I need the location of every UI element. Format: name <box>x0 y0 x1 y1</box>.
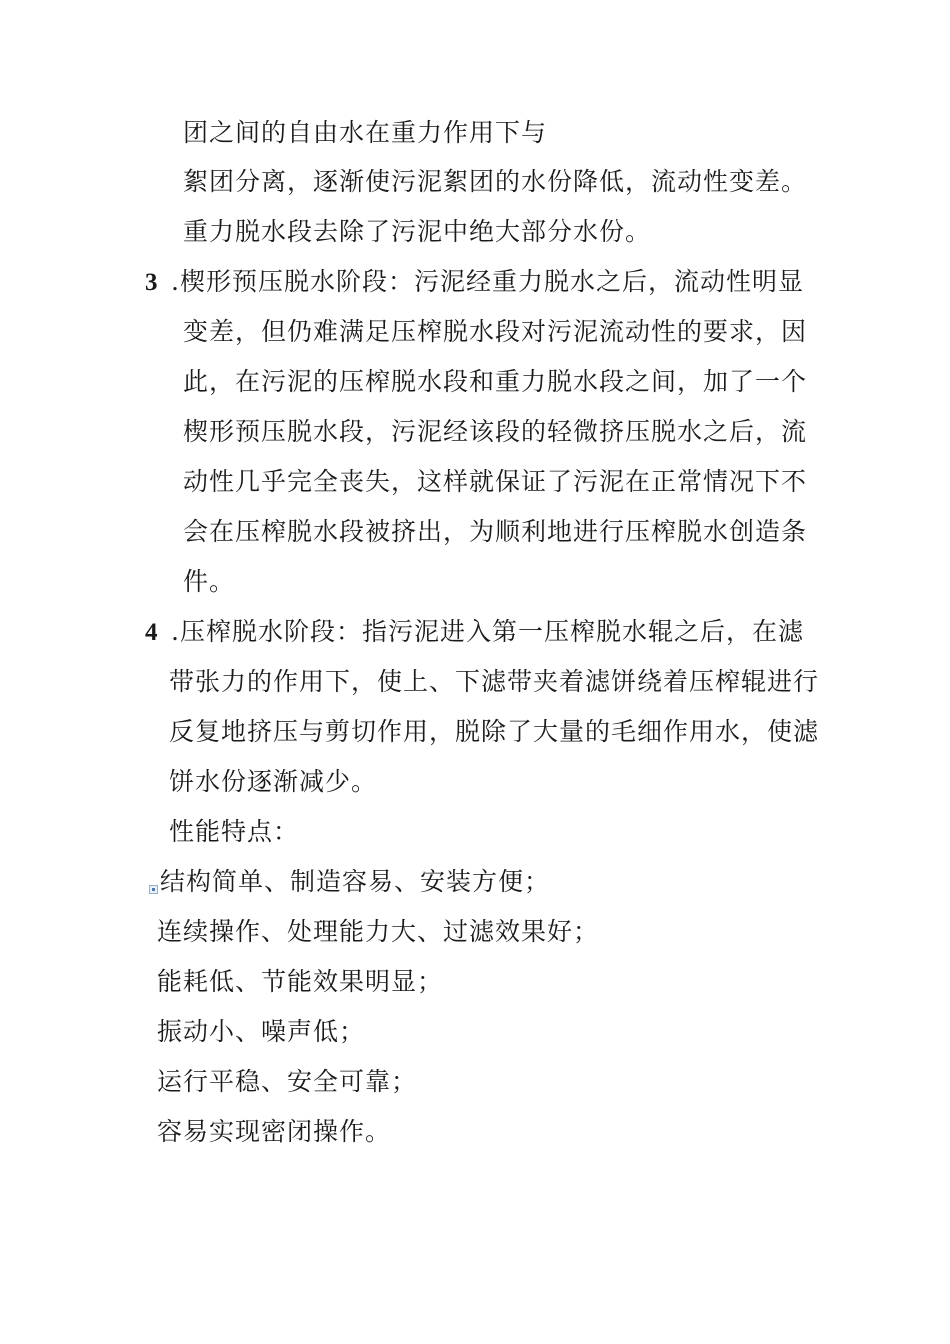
feature-item: 结构简单、制造容易、安装方便； <box>160 867 551 896</box>
stage4-first-line <box>145 616 804 649</box>
stage3-number: 3 <box>145 269 158 296</box>
anchor-marker-icon <box>149 885 158 894</box>
stage4-line-1: .压榨脱水阶段：指污泥进入第一压榨脱水辊之后，在滤 <box>171 617 804 646</box>
gravity-stage-line-2: 絮团分离，逐渐使污泥絮团的水份降低，流动性变差。 <box>183 167 808 196</box>
features-heading: 性能特点： <box>169 817 300 846</box>
feature-item: 连续操作、处理能力大、过滤效果好； <box>157 917 600 946</box>
gravity-stage-line-1: 团之间的自由水在重力作用下与 <box>183 118 548 147</box>
stage3-first-line <box>145 266 804 299</box>
feature-item: 运行平稳、安全可靠； <box>157 1067 418 1096</box>
feature-item: 振动小、噪声低； <box>157 1017 366 1046</box>
stage3-line-2: 变差，但仍难满足压榨脱水段对污泥流动性的要求，因 <box>183 317 808 346</box>
stage4-number: 4 <box>145 619 158 646</box>
stage3-line-5: 动性几乎完全丧失，这样就保证了污泥在正常情况下不 <box>183 467 808 496</box>
stage3-line-3: 此，在污泥的压榨脱水段和重力脱水段之间，加了一个 <box>183 367 808 396</box>
stage3-line-4: 楔形预压脱水段，污泥经该段的轻微挤压脱水之后，流 <box>183 417 808 446</box>
stage3-line-1: .楔形预压脱水阶段：污泥经重力脱水之后，流动性明显 <box>171 267 804 296</box>
stage4-line-2: 带张力的作用下，使上、下滤带夹着滤饼绕着压榨辊进行 <box>169 667 820 696</box>
feature-item: 能耗低、节能效果明显； <box>157 967 444 996</box>
stage4-line-4: 饼水份逐渐减少。 <box>169 767 378 796</box>
gravity-stage-line-3: 重力脱水段去除了污泥中绝大部分水份。 <box>183 217 652 246</box>
stage3-line-7: 件。 <box>183 567 236 596</box>
stage4-line-3: 反复地挤压与剪切作用，脱除了大量的毛细作用水，使滤 <box>169 717 820 746</box>
stage3-line-6: 会在压榨脱水段被挤出，为顺利地进行压榨脱水创造条 <box>183 517 808 546</box>
feature-item: 容易实现密闭操作。 <box>157 1117 392 1146</box>
